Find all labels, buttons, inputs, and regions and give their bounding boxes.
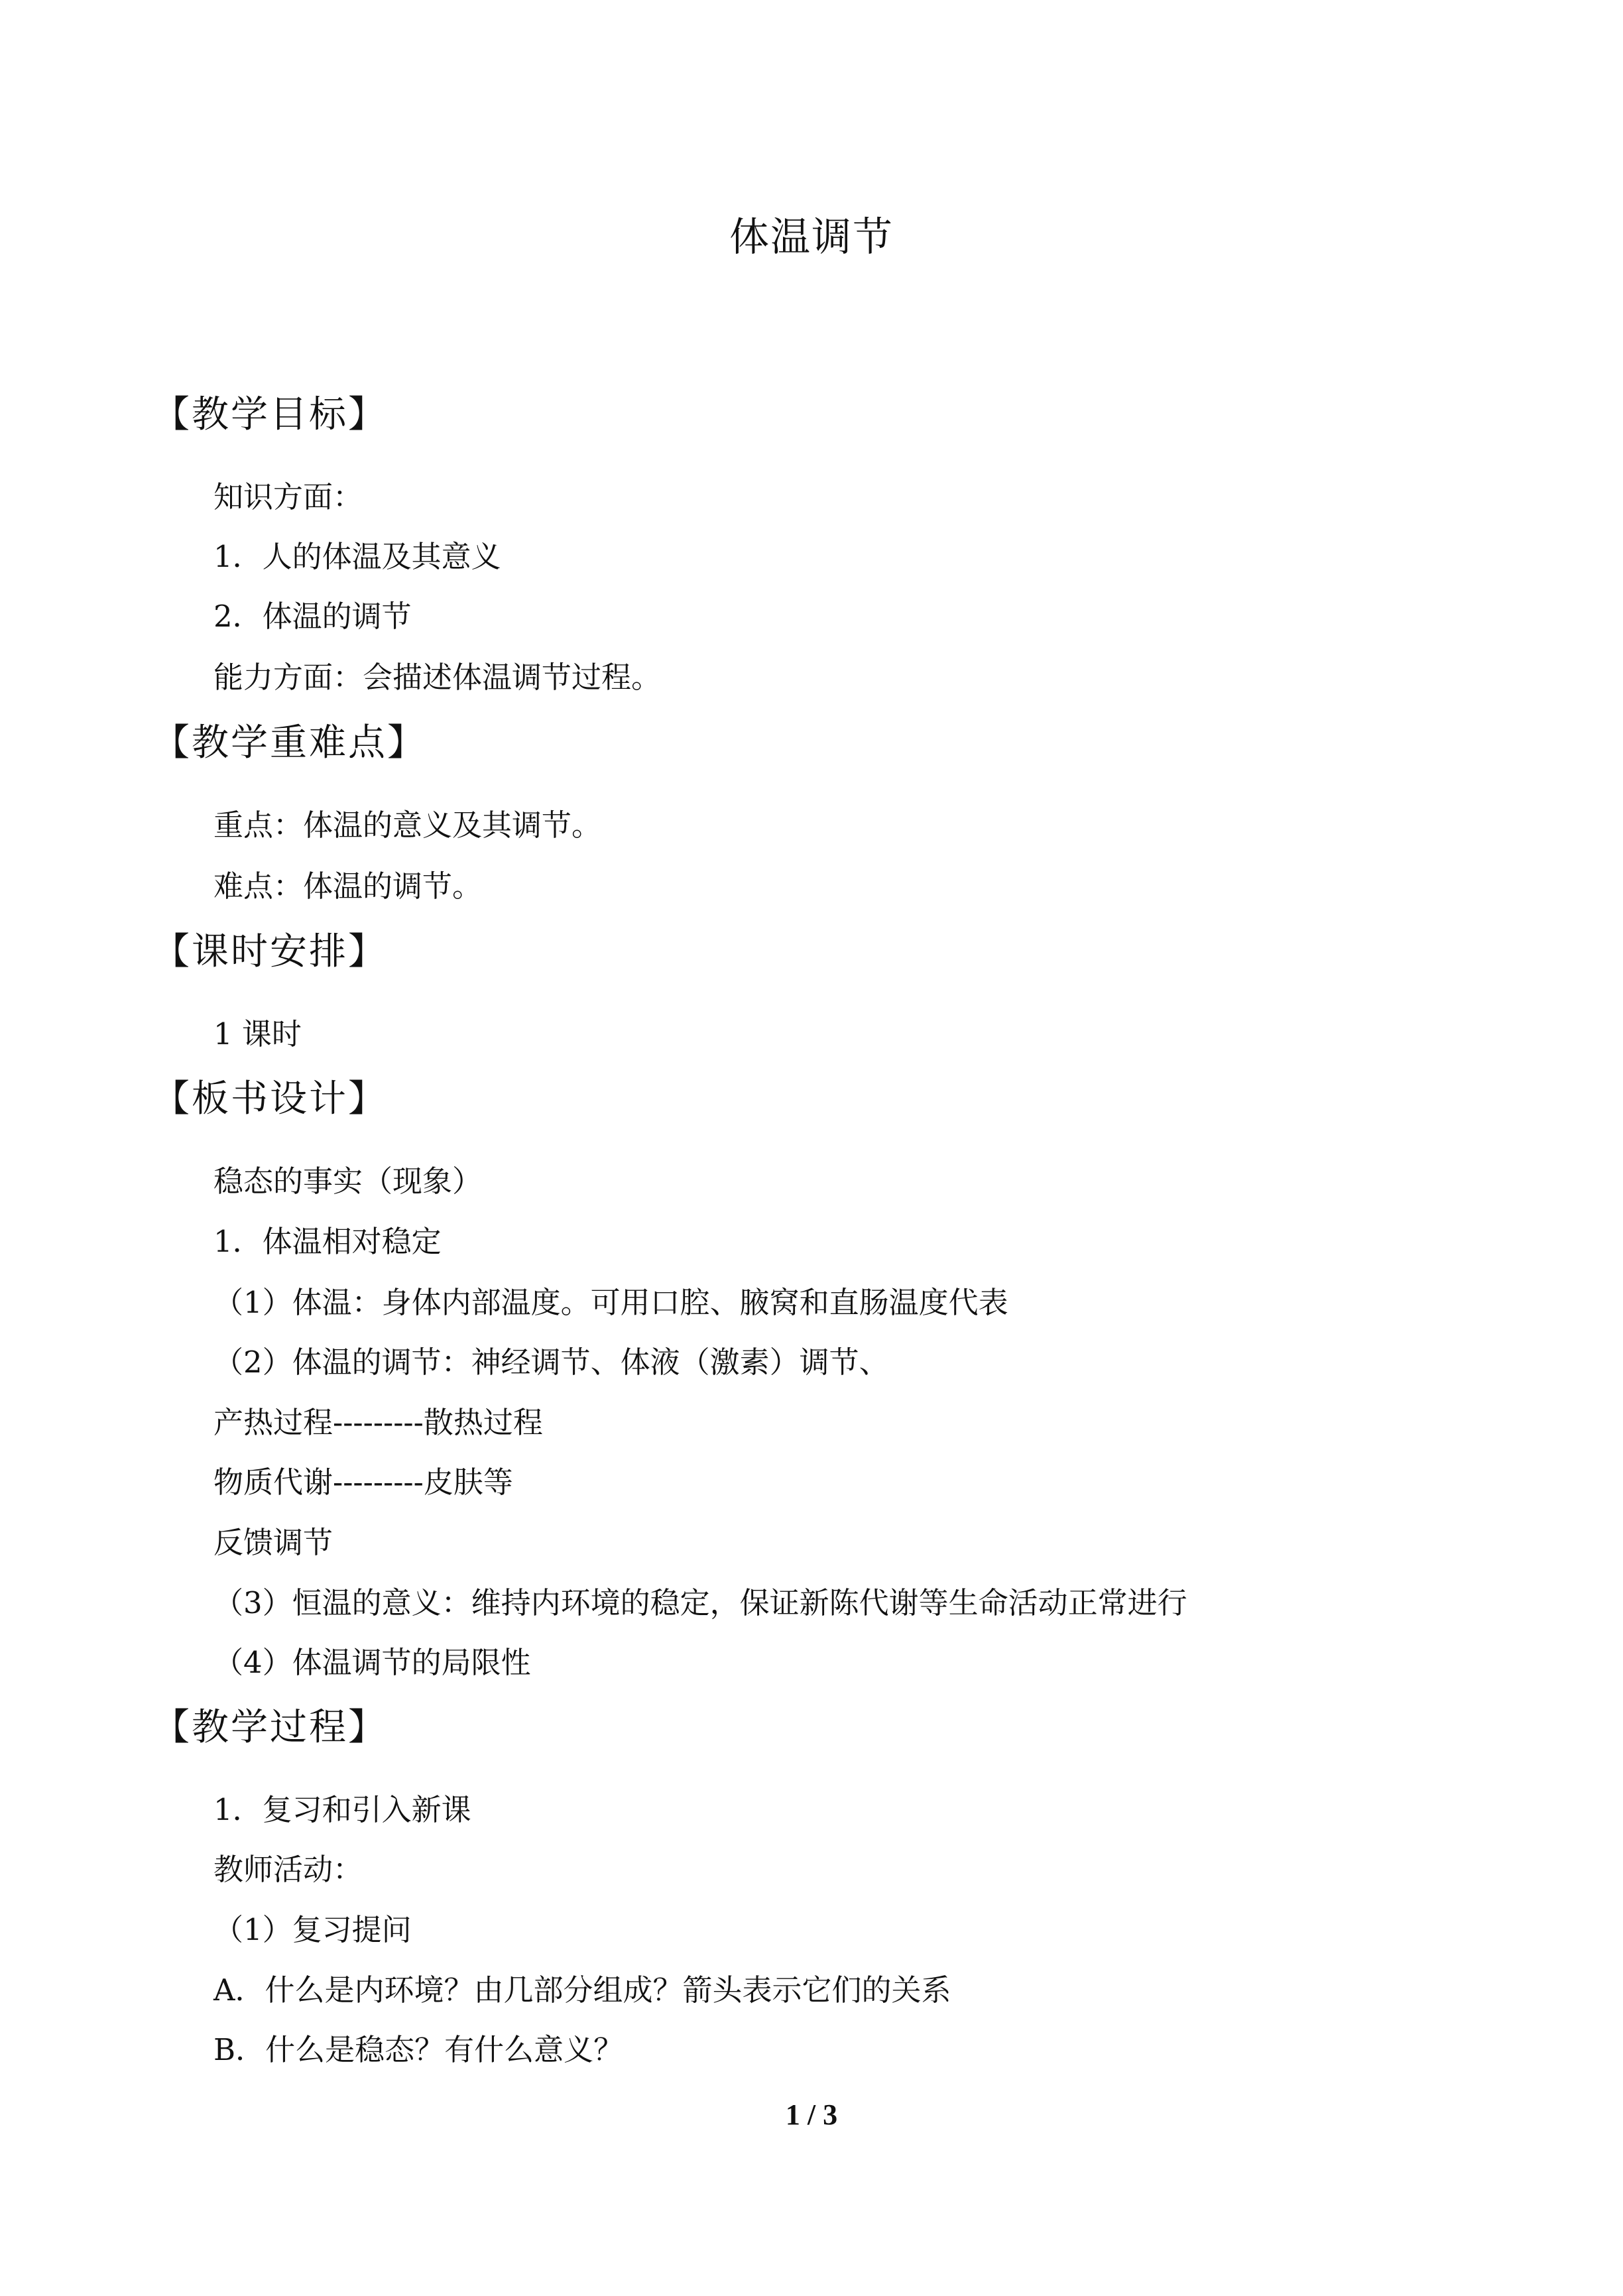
- board-line: （3）恒温的意义：维持内环境的稳定，保证新陈代谢等生命活动正常进行: [213, 1585, 1187, 1620]
- process-line: （1）复习提问: [213, 1912, 412, 1947]
- board-line: 反馈调节: [213, 1525, 333, 1560]
- board-line: （2）体温的调节：神经调节、体液（激素）调节、: [213, 1345, 889, 1380]
- schedule-line: 1 课时: [213, 1016, 302, 1052]
- section-heading-keypoints: 【教学重难点】: [152, 721, 426, 764]
- board-line: 物质代谢---------皮肤等: [213, 1465, 513, 1500]
- process-line: 1．复习和引入新课: [213, 1792, 471, 1827]
- process-line: 教师活动：: [213, 1852, 363, 1887]
- section-heading-schedule: 【课时安排】: [152, 930, 387, 973]
- page-title: 体温调节: [729, 214, 894, 261]
- board-line: 稳态的事实（现象）: [213, 1164, 483, 1199]
- page-number: 1 / 3: [785, 2098, 838, 2131]
- section-heading-goals: 【教学目标】: [152, 393, 387, 436]
- section-heading-board: 【板书设计】: [152, 1077, 387, 1120]
- board-line: 产热过程---------散热过程: [213, 1405, 543, 1440]
- board-line: （1）体温：身体内部温度。可用口腔、腋窝和直肠温度代表: [213, 1285, 1008, 1320]
- keypoints-line: 重点：体温的意义及其调节。: [213, 808, 602, 843]
- section-heading-process: 【教学过程】: [152, 1706, 387, 1749]
- goals-line: 知识方面：: [213, 479, 363, 514]
- board-line: （4）体温调节的局限性: [213, 1645, 531, 1680]
- process-line: B．什么是稳态？有什么意义？: [213, 2032, 624, 2067]
- keypoints-line: 难点：体温的调节。: [213, 869, 483, 904]
- board-line: 1．体温相对稳定: [213, 1224, 442, 1259]
- process-line: A．什么是内环境？由几部分组成？箭头表示它们的关系: [213, 1972, 951, 2008]
- goals-line: 2．体温的调节: [213, 599, 412, 634]
- goals-line: 1．人的体温及其意义: [213, 539, 501, 574]
- goals-line: 能力方面：会描述体温调节过程。: [213, 660, 662, 695]
